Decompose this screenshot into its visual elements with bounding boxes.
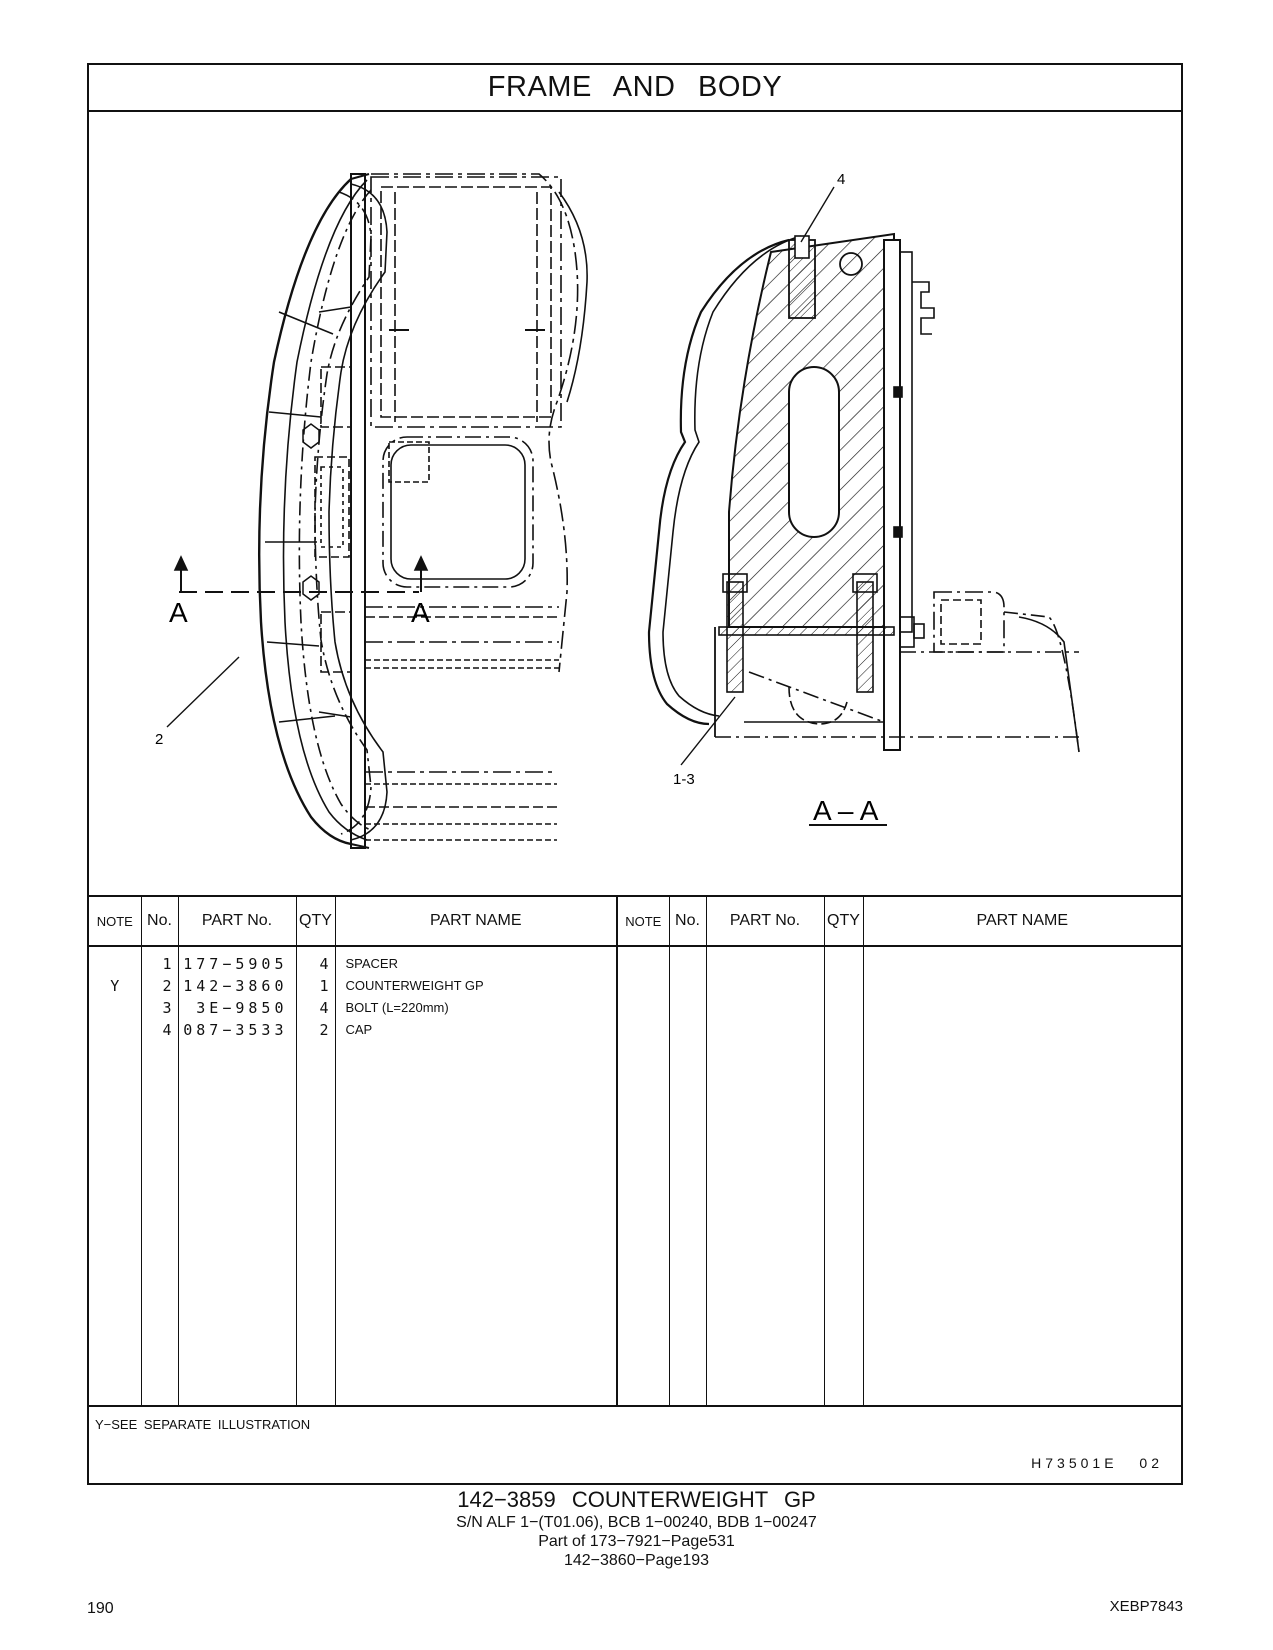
counterweight-plan-view (167, 174, 587, 848)
row-2-no: 2 (162, 977, 172, 995)
header-part-no-2: PART No. (706, 896, 824, 946)
row-4-note (89, 1019, 141, 1041)
group-title: 142−3859 COUNTERWEIGHT GP (457, 1487, 816, 1512)
row-4-qty: 2 (319, 1021, 329, 1039)
header-no-2: No. (669, 896, 706, 946)
header-note: NOTE (89, 896, 141, 946)
document-code: XEBP7843 (1109, 1598, 1183, 1615)
callout-2: 2 (155, 731, 164, 748)
parts-table (89, 895, 1181, 1405)
serial-range: S/N ALF 1−(T01.06), BCB 1−00240, BDB 1−00247 (456, 1514, 817, 1531)
parts-sheet-frame (87, 63, 1183, 1485)
row-3-no: 3 (162, 999, 172, 1017)
page-number: 190 (87, 1600, 114, 1617)
row-3-part-name: BOLT (L=220mm) (345, 1000, 449, 1015)
row-3-part-no: 3E−9850 (196, 999, 288, 1017)
part-name-column-2 (863, 946, 1181, 1405)
parts-table-header (89, 896, 1181, 946)
parts-table-body (89, 946, 1181, 1405)
qty-column-2 (824, 946, 863, 1405)
header-part-no: PART No. (178, 896, 296, 946)
sheet-title: FRAME AND BODY (89, 65, 1181, 112)
header-part-name-2: PART NAME (863, 896, 1181, 946)
header-no: No. (141, 896, 178, 946)
header-qty-2: QTY (824, 896, 863, 946)
section-a-a-view (649, 187, 1079, 825)
row-1-note (89, 953, 141, 975)
sheet-footer (89, 1405, 1181, 1483)
parts-list (89, 895, 1181, 1405)
no-column (141, 946, 178, 1405)
row-1-part-no: 177−5905 (183, 955, 288, 973)
row-1-no: 1 (162, 955, 172, 973)
cross-reference: 142−3860−Page193 (563, 1552, 710, 1569)
exploded-view-drawing (89, 112, 1181, 895)
note-column-2 (617, 946, 669, 1405)
callout-1-3: 1-3 (673, 771, 695, 788)
part-no-column-2 (706, 946, 824, 1405)
row-4-part-no: 087−3533 (183, 1021, 288, 1039)
row-2-part-name: COUNTERWEIGHT GP (345, 978, 484, 993)
row-1-part-name: SPACER (345, 956, 398, 971)
row-3-note (89, 997, 141, 1019)
no-column-2 (669, 946, 706, 1405)
section-mark-left: A (169, 597, 188, 628)
drawing-svg (89, 112, 1181, 895)
section-mark-right: A (411, 597, 430, 628)
part-of-reference: Part of 173−7921−Page531 (538, 1533, 735, 1550)
drawing-code: H73501E 02 (1031, 1455, 1163, 1471)
row-2-qty: 1 (319, 977, 329, 995)
note-column (89, 946, 141, 1405)
row-4-no: 4 (162, 1021, 172, 1039)
header-part-name: PART NAME (335, 896, 617, 946)
footnote: Y−SEE SEPARATE ILLUSTRATION (95, 1417, 311, 1432)
row-3-qty: 4 (319, 999, 329, 1017)
header-note-2: NOTE (617, 896, 669, 946)
section-view-title: A – A (813, 795, 879, 826)
row-1-qty: 4 (319, 955, 329, 973)
qty-column (296, 946, 335, 1405)
row-2-note: Y (110, 977, 120, 995)
part-no-column (178, 946, 296, 1405)
part-name-column (335, 946, 617, 1405)
row-4-part-name: CAP (345, 1022, 373, 1037)
row-2-part-no: 142−3860 (183, 977, 288, 995)
callout-4: 4 (837, 171, 846, 188)
header-qty: QTY (296, 896, 335, 946)
